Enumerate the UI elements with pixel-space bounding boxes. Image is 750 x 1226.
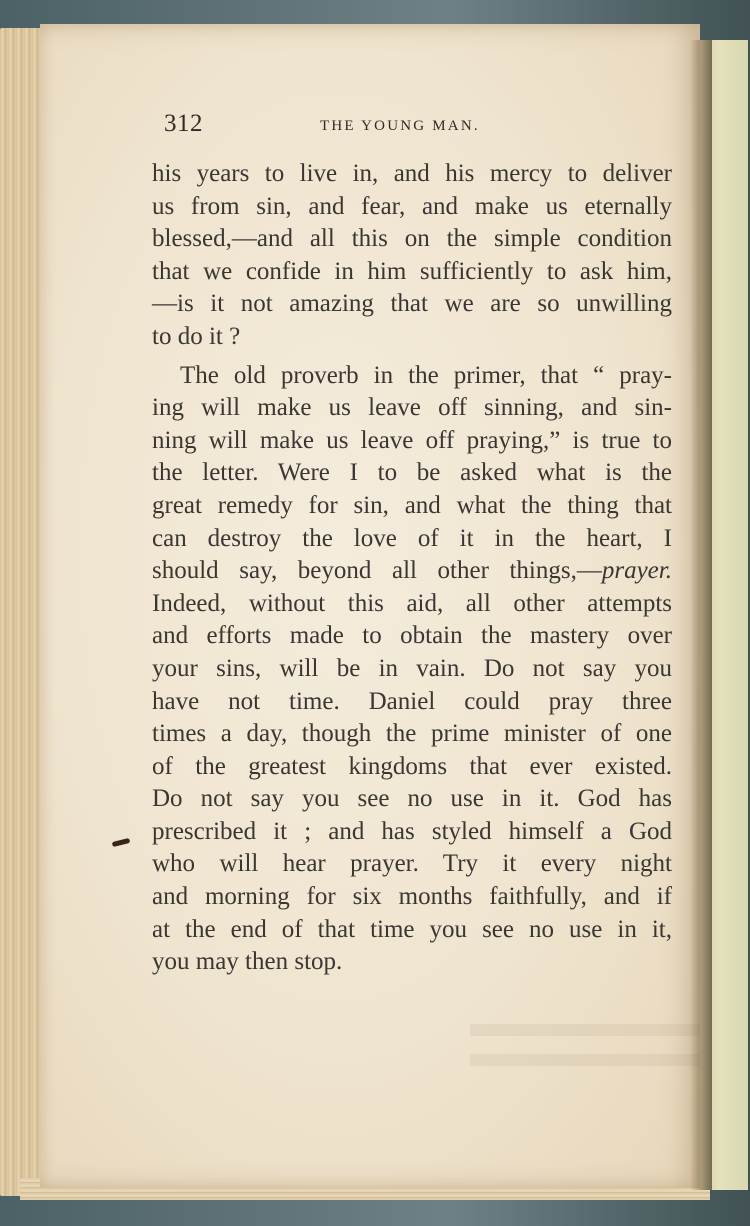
text-line: who will hear prayer. Try it every night [152,850,672,878]
body-text [152,158,672,979]
italic-word: prayer. [601,557,672,585]
text-line: your sins, will be in vain. Do not say you [152,654,672,682]
text-line: The old proverb in the primer, that “ pray- [180,361,672,389]
text-line: and morning for six months faithfully, and if [152,883,672,911]
text-line: times a day, though the prime minister of one [152,720,672,748]
text-line: and efforts made to obtain the mastery over [152,622,672,650]
text-line: great remedy for sin, and what the thing that [152,491,672,519]
running-head [40,108,700,148]
text-line: that we confide in him sufficiently to ask him, [152,257,672,285]
ink-bleed-through [470,1024,700,1084]
text-line: prescribed it ; and has styled himself a God [152,817,672,845]
text-line: can destroy the love of it in the heart, I [152,524,672,552]
text-line: blessed,—and all this on the simple condition [152,225,672,253]
book-page [40,24,700,1188]
text-line: ning will make us leave off praying,” is true to [152,426,672,454]
text-line: have not time. Daniel could pray three [152,687,672,715]
book-title: THE YOUNG MAN. [320,118,480,134]
text-line [152,555,672,588]
text-line: Do not say you see no use in it. God has [152,785,672,813]
text-line: —is it not amazing that we are so unwilling [152,290,672,318]
text-line: the letter. Were I to be asked what is the [152,459,672,487]
text-line: us from sin, and fear, and make us eternally [152,192,672,220]
page-number: 312 [164,110,203,137]
text-line-prefix: should say, beyond all other things,— [152,557,602,585]
text-line: of the greatest kingdoms that ever existed. [152,752,672,780]
gutter-shadow [690,40,712,1190]
text-line: you may then stop. [152,948,343,976]
text-line: his years to live in, and his mercy to deliver [152,160,672,187]
text-line: Indeed, without this aid, all other attempts [152,589,672,617]
text-line: to do it ? [152,322,241,350]
text-line: ing will make us leave off sinning, and sin- [152,394,672,422]
text-line: at the end of that time you see no use in it, [152,915,672,943]
